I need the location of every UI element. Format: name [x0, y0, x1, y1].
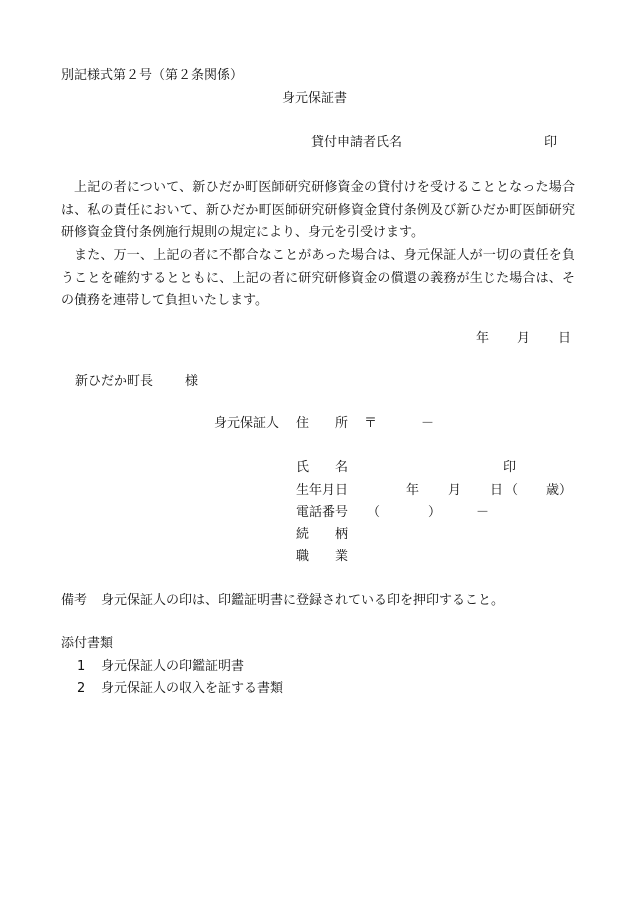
birth-month-label: 月 — [448, 483, 462, 498]
birth-year-label: 年 — [406, 483, 420, 498]
age-unit: 歳） — [546, 483, 573, 498]
address-label: 住 所 — [296, 416, 349, 431]
date-year-label: 年 — [476, 331, 490, 346]
guarantor-heading: 身元保証人 — [214, 416, 280, 431]
attachment-item-2-text: 身元保証人の収入を証する書類 — [101, 681, 284, 696]
remarks-text: 身元保証人の印は、印鑑証明書に登録されている印を押印すること。 — [101, 593, 505, 608]
phone-dash: － — [476, 505, 490, 520]
addressee-honorific: 様 — [185, 374, 199, 389]
phone-close-paren: ） — [428, 505, 442, 520]
postal-mark: 〒 — [364, 416, 378, 431]
attachment-item-1-number: 1 — [77, 659, 86, 674]
relationship-label: 続 柄 — [296, 527, 349, 542]
attachment-item-2-number: 2 — [77, 681, 86, 696]
guarantor-seal-mark: 印 — [503, 460, 517, 475]
phone-open-paren: （ — [367, 505, 381, 520]
applicant-seal-mark: 印 — [544, 135, 558, 150]
age-open-paren: （ — [505, 483, 519, 498]
remarks-label: 備考 — [61, 593, 88, 608]
occupation-label: 職 業 — [296, 549, 349, 564]
guarantor-name-label: 氏 名 — [296, 460, 349, 475]
addressee-name: 新ひだか町長 — [75, 374, 154, 389]
postal-dash: － — [421, 416, 435, 431]
date-day-label: 日 — [558, 331, 572, 346]
document-title: 身元保証書 — [282, 91, 348, 106]
guarantee-paragraph-1: 上記の者について、新ひだか町医師研究研修資金の貸付けを受けることとなった場合は、私の責任において、新ひだか町医師研究研修資金貸付条例及び新ひだか町医師研究研修資金貸付条例施行規則の規定により、身元を引受けます。 — [61, 180, 575, 240]
form-number: 別記様式第２号（第２条関係） — [61, 68, 244, 83]
date-month-label: 月 — [517, 331, 531, 346]
birth-day-label: 日 — [490, 483, 504, 498]
applicant-name-label: 貸付申請者氏名 — [311, 135, 403, 150]
birth-date-label: 生年月日 — [296, 483, 349, 498]
guarantee-paragraph-2: また、万一、上記の者に不都合なことがあった場合は、身元保証人が一切の責任を負うことを確約するとともに、上記の者に研究研修資金の償還の義務が生じた場合は、その債務を連帯して負担いたします。 — [61, 248, 575, 308]
attachments-heading: 添付書類 — [61, 636, 114, 651]
phone-label: 電話番号 — [296, 505, 349, 520]
attachment-item-1-text: 身元保証人の印鑑証明書 — [101, 659, 245, 674]
